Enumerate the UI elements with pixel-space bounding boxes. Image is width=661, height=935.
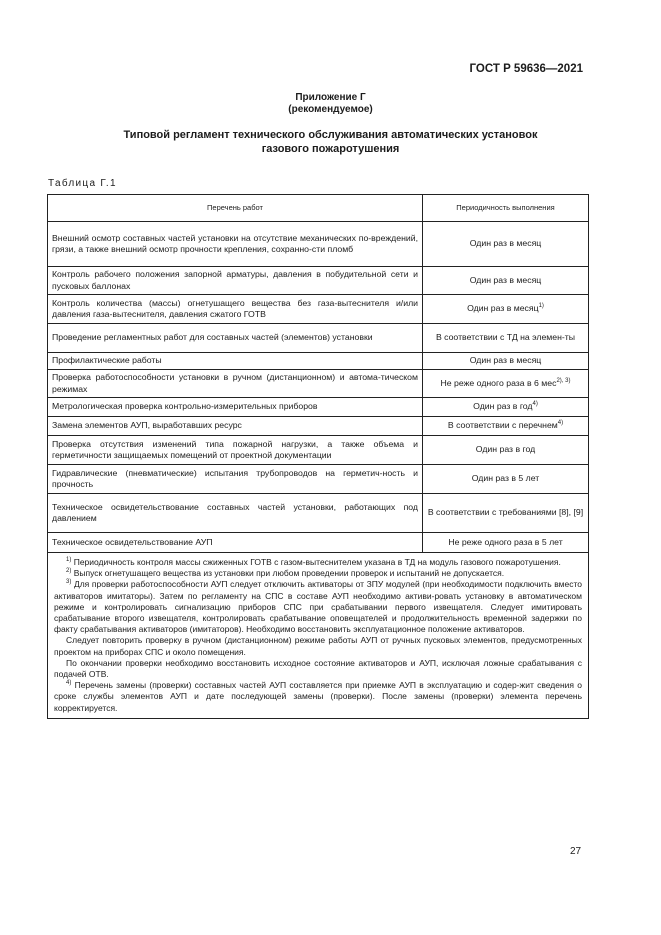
table-row xyxy=(48,222,589,267)
table-row xyxy=(48,267,589,295)
work-description: Гидравлические (пневматические) испытания трубопроводов на герметич-ность и прочность xyxy=(48,465,423,494)
periodicity-text: В соответствии с требованиями [8], [9] xyxy=(427,507,584,518)
table-row xyxy=(48,324,589,353)
periodicity-text: Один раз в месяц xyxy=(467,303,539,314)
work-description: Профилактические работы xyxy=(48,353,423,370)
work-description: Замена элементов АУП, выработавших ресурс xyxy=(48,417,423,436)
table-row xyxy=(48,465,589,494)
title-line-1: Типовой регламент технического обслуживания автоматических установок xyxy=(123,129,538,141)
footnote xyxy=(54,635,582,657)
footnote-text: Периодичность контроля массы сжиженных ГОТВ с газом-вытеснителем указана в ТД на модуль газового пожаротушения. xyxy=(71,557,561,567)
periodicity-text: В соответствии с ТД на элемен-ты xyxy=(435,332,576,343)
table-row xyxy=(48,353,589,370)
footnote-reference: 4) xyxy=(532,401,538,408)
column-header-works: Перечень работ xyxy=(48,195,423,222)
table-row xyxy=(48,436,589,465)
page-title xyxy=(60,128,601,156)
document-standard-number: ГОСТ Р 59636—2021 xyxy=(469,63,583,75)
footnote-text: Следует повторить проверку в ручном (дистанционном) режиме работы АУП от ручных пусковых элементов, предусмотренных проектом на приборах СПС и около помещения. xyxy=(54,635,582,657)
periodicity-cell xyxy=(423,295,589,324)
footnote-text: Для проверки работоспособности АУП следует отключить активаторы от ЗПУ модулей (при необходимости подключить вместо активаторов имитаторы). Затем по регламенту на СПС в составе АУП необходимо активи-ровать установку в автоматическом режиме и контролировать сигнализацию приборов СПС при срабатывании первого извещателя. Следует имитировать срабатывание второго извещателя, контролировать срабатывание оповещателей и продолжительность временной задержки по факту срабатывания активаторов (имитаторов). Необходимо восстановить эксплуатационное положение активаторов. xyxy=(54,579,582,635)
periodicity-cell xyxy=(423,353,589,370)
periodicity-cell xyxy=(423,370,589,398)
periodicity-cell xyxy=(423,533,589,553)
table-row xyxy=(48,295,589,324)
footnote-reference: 1) xyxy=(538,303,544,310)
work-description: Контроль количества (массы) огнетушащего вещества без газа-вытеснителя и/или давления газа-вытеснителя, давления сжатого ГОТВ xyxy=(48,295,423,324)
periodicity-cell xyxy=(423,398,589,417)
footnote-reference: 4) xyxy=(557,420,564,427)
footnote xyxy=(54,557,582,568)
work-description: Проверка отсутствия изменений типа пожарной нагрузки, а также объема и герметичности защищаемых помещений от проектной документации xyxy=(48,436,423,465)
footnote xyxy=(54,568,582,579)
work-description: Внешний осмотр составных частей установки на отсутствие механических по-вреждений, грязи, а также внешний осмотр прочности крепления, сохранно-сти пломб xyxy=(48,222,423,267)
table-caption: Таблица Г.1 xyxy=(48,178,117,189)
periodicity-text: Один раз в месяц xyxy=(469,238,542,249)
table-row xyxy=(48,533,589,553)
notes-row xyxy=(48,553,589,719)
table-notes xyxy=(48,553,589,719)
footnote xyxy=(54,680,582,714)
periodicity-text: Один раз в месяц xyxy=(469,274,542,285)
appendix-label: Приложение Г xyxy=(295,92,366,103)
footnote-mark: 2) xyxy=(66,568,72,575)
work-description: Техническое освидетельствование составных частей установки, работающих под давлением xyxy=(48,494,423,533)
footnote xyxy=(54,579,582,635)
periodicity-text: В соответствии с перечнем xyxy=(447,420,558,431)
column-header-periodicity: Периодичность выполнения xyxy=(423,195,589,222)
periodicity-cell xyxy=(423,324,589,353)
periodicity-cell xyxy=(423,222,589,267)
appendix-status: (рекомендуемое) xyxy=(288,104,373,115)
footnote-mark: 4) xyxy=(66,680,72,687)
table-row xyxy=(48,370,589,398)
footnote xyxy=(54,658,582,680)
periodicity-text: Не реже одного раза в 6 мес xyxy=(440,377,557,388)
maintenance-table xyxy=(47,194,589,719)
work-description: Метрологическая проверка контрольно-измерительных приборов xyxy=(48,398,423,417)
work-description: Контроль рабочего положения запорной арматуры, давления в побудительной сети и пусковых баллонах xyxy=(48,267,423,295)
footnote-text: По окончании проверки необходимо восстановить исходное состояние активаторов и АУП, исключая ложные срабатывания с подачей ОТВ. xyxy=(54,657,582,680)
periodicity-cell xyxy=(423,494,589,533)
work-description: Проверка работоспособности установки в ручном (дистанционном) и автома-тическом режимах xyxy=(48,370,423,398)
footnote-text: Перечень замены (проверки) составных частей АУП составляется при приемке АУП в эксплуатацию и содер-жит сведения о сроке службы элементов АУП и дате последующей замены (проверки). После замены (проверки) элемента перечень корректируется. xyxy=(54,680,582,713)
footnote-reference: 2), 3) xyxy=(556,377,571,384)
work-description: Проведение регламентных работ для составных частей (элементов) установки xyxy=(48,324,423,353)
table-row xyxy=(48,398,589,417)
appendix-heading xyxy=(0,92,661,116)
periodicity-text: Один раз в год xyxy=(473,401,533,412)
periodicity-text: Один раз в месяц xyxy=(469,355,542,366)
footnote-text: Выпуск огнетушащего вещества из установки при любом проведении проверок и испытаний не допускается. xyxy=(71,568,505,579)
periodicity-cell xyxy=(423,436,589,465)
periodicity-text: Один раз в год xyxy=(475,444,536,455)
work-description: Техническое освидетельствование АУП xyxy=(48,533,423,553)
footnote-mark: 3) xyxy=(66,579,72,586)
title-line-2: газового пожаротушения xyxy=(261,143,400,155)
table-header-row xyxy=(48,195,589,222)
periodicity-cell xyxy=(423,417,589,436)
periodicity-cell xyxy=(423,465,589,494)
table-row xyxy=(48,494,589,533)
periodicity-cell xyxy=(423,267,589,295)
table-row xyxy=(48,417,589,436)
periodicity-text: Не реже одного раза в 5 лет xyxy=(448,536,563,547)
footnote-mark: 1) xyxy=(66,557,72,563)
page-number: 27 xyxy=(570,846,582,857)
periodicity-text: Один раз в 5 лет xyxy=(471,473,540,484)
